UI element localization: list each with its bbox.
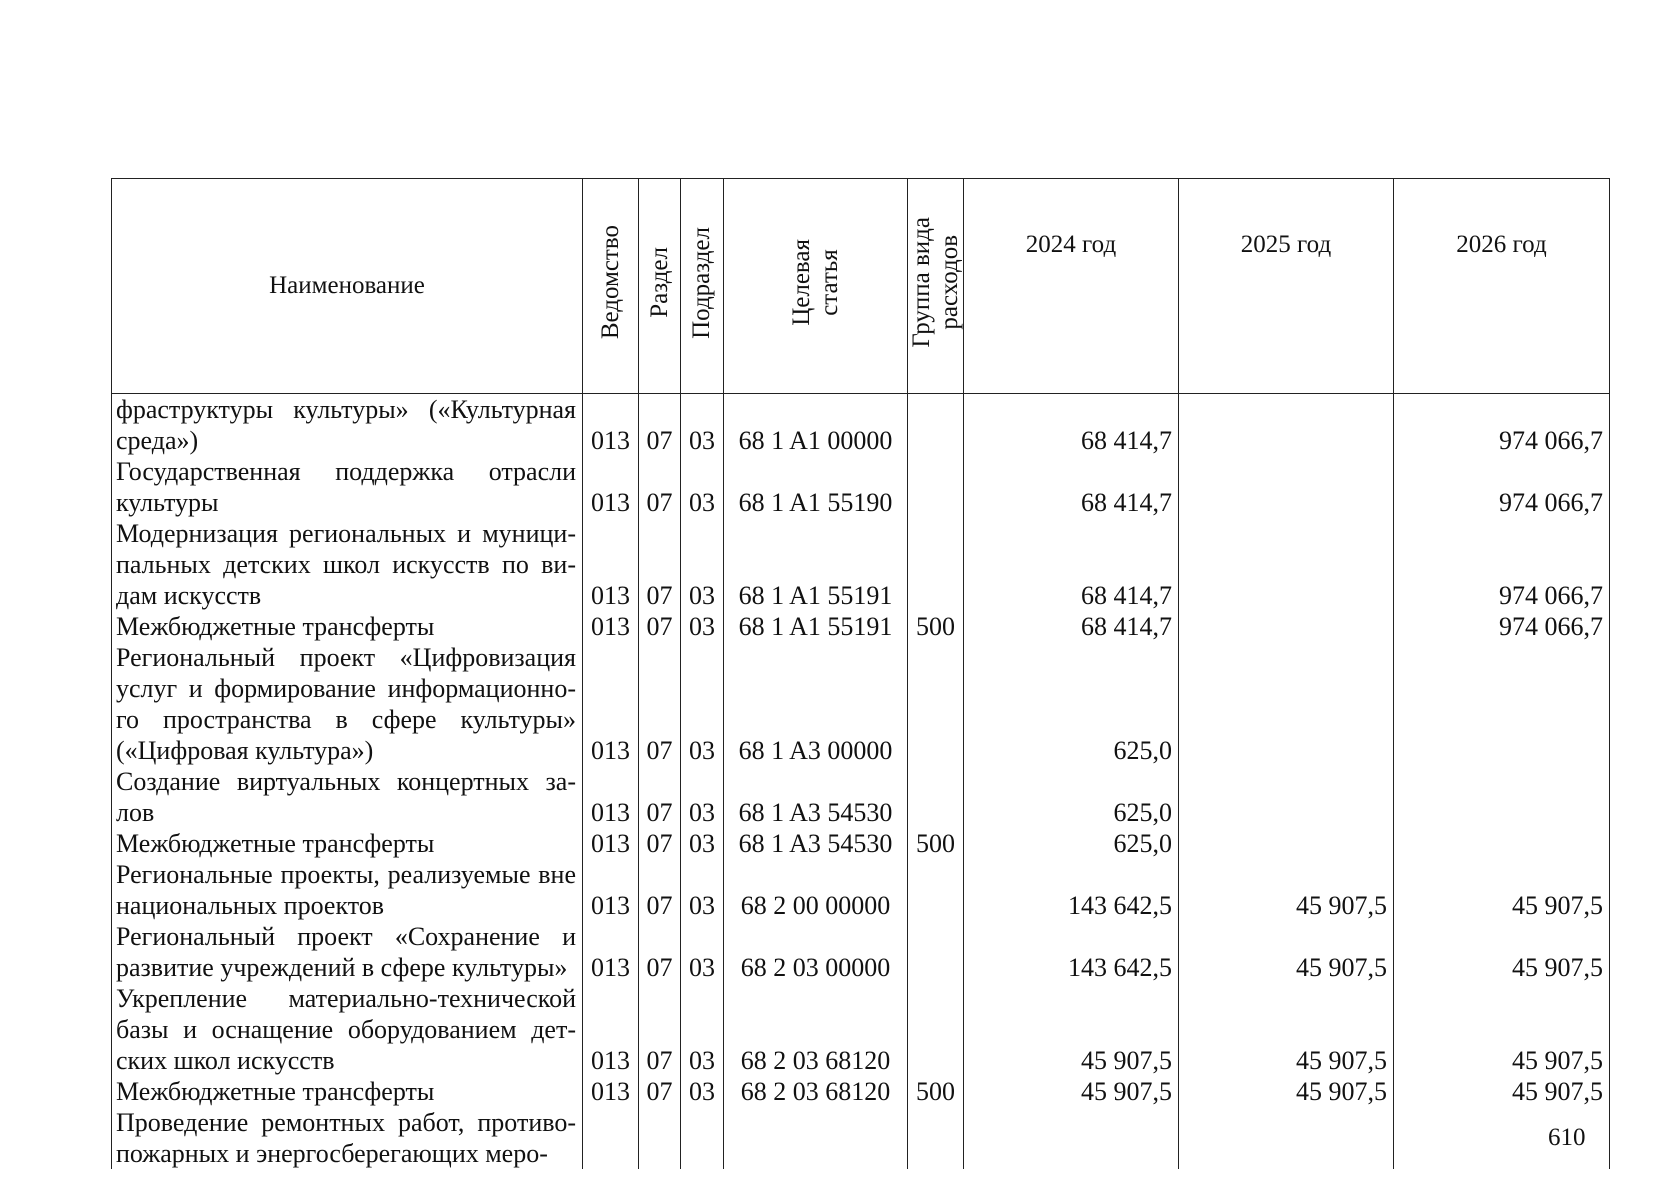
cell-podrazdel: 03 xyxy=(681,611,724,642)
cell-celevaya-statya: 68 1 A1 55190 xyxy=(724,456,908,518)
cell-razdel: 07 xyxy=(639,611,681,642)
table-row xyxy=(112,642,1610,766)
cell-razdel: 07 xyxy=(639,394,681,457)
cell-gruppa xyxy=(908,1107,964,1169)
cell-podrazdel: 03 xyxy=(681,1076,724,1107)
cell-podrazdel: 03 xyxy=(681,921,724,983)
cell-podrazdel: 03 xyxy=(681,828,724,859)
cell-vedomstvo: 013 xyxy=(583,859,639,921)
cell-2024: 68 414,7 xyxy=(964,611,1179,642)
cell-celevaya-statya: 68 1 A3 54530 xyxy=(724,766,908,828)
cell-2025 xyxy=(1179,828,1394,859)
cell-vedomstvo: 013 xyxy=(583,642,639,766)
row-name: Межбюджетные трансферты xyxy=(112,1076,583,1107)
header-podrazdel: Подраздел xyxy=(681,179,724,394)
budget-table xyxy=(111,178,1610,1169)
cell-2025 xyxy=(1179,611,1394,642)
cell-razdel: 07 xyxy=(639,828,681,859)
cell-gruppa xyxy=(908,456,964,518)
budget-table-page xyxy=(111,178,1609,1169)
cell-celevaya-statya: 68 2 03 68120 xyxy=(724,983,908,1076)
cell-podrazdel: 03 xyxy=(681,983,724,1076)
cell-2026: 974 066,7 xyxy=(1394,518,1610,611)
cell-podrazdel: 03 xyxy=(681,642,724,766)
cell-razdel xyxy=(639,1107,681,1169)
header-gruppa-vida-rashodov: Группа вида расходов xyxy=(908,179,964,394)
table-row xyxy=(112,611,1610,642)
cell-2025 xyxy=(1179,1107,1394,1169)
cell-razdel: 07 xyxy=(639,518,681,611)
cell-2024: 143 642,5 xyxy=(964,859,1179,921)
cell-2025 xyxy=(1179,518,1394,611)
header-2024: 2024 год xyxy=(964,179,1179,394)
cell-gruppa xyxy=(908,921,964,983)
cell-vedomstvo: 013 xyxy=(583,766,639,828)
header-2026: 2026 год xyxy=(1394,179,1610,394)
cell-vedomstvo xyxy=(583,1107,639,1169)
cell-razdel: 07 xyxy=(639,859,681,921)
cell-2025: 45 907,5 xyxy=(1179,1076,1394,1107)
cell-2024: 45 907,5 xyxy=(964,983,1179,1076)
table-row xyxy=(112,921,1610,983)
cell-razdel: 07 xyxy=(639,642,681,766)
row-name: Укрепление материально-технической базы и оснащение оборудованием дет-ских школ искусств xyxy=(112,983,583,1076)
cell-2024: 625,0 xyxy=(964,766,1179,828)
cell-2026: 974 066,7 xyxy=(1394,394,1610,457)
cell-2026: 974 066,7 xyxy=(1394,456,1610,518)
header-celevaya-statya: Целевая статья xyxy=(724,179,908,394)
cell-2026: 45 907,5 xyxy=(1394,1076,1610,1107)
table-row xyxy=(112,1107,1610,1169)
cell-gruppa xyxy=(908,518,964,611)
row-name: Региональные проекты, реализуемые вне национальных проектов xyxy=(112,859,583,921)
table-row xyxy=(112,456,1610,518)
cell-2024 xyxy=(964,1107,1179,1169)
row-name: Региональный проект «Цифровизация услуг и формирование информационно-го пространства в сфере культуры» («Цифровая культура») xyxy=(112,642,583,766)
cell-gruppa xyxy=(908,859,964,921)
cell-vedomstvo: 013 xyxy=(583,828,639,859)
cell-celevaya-statya: 68 2 03 68120 xyxy=(724,1076,908,1107)
cell-gruppa xyxy=(908,394,964,457)
cell-2024: 68 414,7 xyxy=(964,518,1179,611)
cell-2025 xyxy=(1179,456,1394,518)
table-body xyxy=(112,394,1610,1170)
table-row xyxy=(112,518,1610,611)
cell-2024: 625,0 xyxy=(964,828,1179,859)
cell-2026 xyxy=(1394,642,1610,766)
row-name: Межбюджетные трансферты xyxy=(112,828,583,859)
cell-2025: 45 907,5 xyxy=(1179,921,1394,983)
cell-podrazdel: 03 xyxy=(681,518,724,611)
cell-gruppa xyxy=(908,983,964,1076)
header-name: Наименование xyxy=(112,179,583,394)
cell-razdel: 07 xyxy=(639,1076,681,1107)
cell-celevaya-statya: 68 1 A1 55191 xyxy=(724,518,908,611)
table-row xyxy=(112,1076,1610,1107)
cell-2024: 68 414,7 xyxy=(964,394,1179,457)
page-number: 610 xyxy=(1548,1124,1586,1151)
cell-gruppa xyxy=(908,642,964,766)
row-name: Создание виртуальных концертных за-лов xyxy=(112,766,583,828)
cell-celevaya-statya: 68 1 A3 54530 xyxy=(724,828,908,859)
cell-podrazdel: 03 xyxy=(681,766,724,828)
table-row xyxy=(112,766,1610,828)
cell-2025 xyxy=(1179,394,1394,457)
cell-celevaya-statya: 68 1 A3 00000 xyxy=(724,642,908,766)
cell-podrazdel: 03 xyxy=(681,394,724,457)
cell-2024: 625,0 xyxy=(964,642,1179,766)
cell-2024: 45 907,5 xyxy=(964,1076,1179,1107)
table-row xyxy=(112,983,1610,1076)
header-vedomstvo: Ведомство xyxy=(583,179,639,394)
row-name: фраструктуры культуры» («Культурная среда») xyxy=(112,394,583,457)
cell-vedomstvo: 013 xyxy=(583,983,639,1076)
cell-vedomstvo: 013 xyxy=(583,518,639,611)
cell-2025 xyxy=(1179,766,1394,828)
cell-celevaya-statya: 68 2 00 00000 xyxy=(724,859,908,921)
table-row xyxy=(112,394,1610,457)
table-header-row xyxy=(112,179,1610,394)
header-razdel: Раздел xyxy=(639,179,681,394)
table-row xyxy=(112,859,1610,921)
cell-vedomstvo: 013 xyxy=(583,921,639,983)
cell-2026: 45 907,5 xyxy=(1394,859,1610,921)
row-name: Региональный проект «Сохранение и развитие учреждений в сфере культуры» xyxy=(112,921,583,983)
cell-2025: 45 907,5 xyxy=(1179,859,1394,921)
row-name: Модернизация региональных и муници-пальных детских школ искусств по ви-дам искусств xyxy=(112,518,583,611)
cell-gruppa: 500 xyxy=(908,828,964,859)
cell-2024: 68 414,7 xyxy=(964,456,1179,518)
row-name: Межбюджетные трансферты xyxy=(112,611,583,642)
cell-razdel: 07 xyxy=(639,983,681,1076)
cell-gruppa: 500 xyxy=(908,611,964,642)
cell-celevaya-statya: 68 1 A1 00000 xyxy=(724,394,908,457)
row-name: Государственная поддержка отрасли культуры xyxy=(112,456,583,518)
cell-2026: 974 066,7 xyxy=(1394,611,1610,642)
cell-2026: 45 907,5 xyxy=(1394,921,1610,983)
cell-razdel: 07 xyxy=(639,921,681,983)
cell-vedomstvo: 013 xyxy=(583,1076,639,1107)
cell-razdel: 07 xyxy=(639,456,681,518)
cell-vedomstvo: 013 xyxy=(583,394,639,457)
cell-razdel: 07 xyxy=(639,766,681,828)
header-2025: 2025 год xyxy=(1179,179,1394,394)
cell-2025: 45 907,5 xyxy=(1179,983,1394,1076)
cell-podrazdel: 03 xyxy=(681,456,724,518)
cell-vedomstvo: 013 xyxy=(583,456,639,518)
cell-2026 xyxy=(1394,766,1610,828)
table-row xyxy=(112,828,1610,859)
row-name: Проведение ремонтных работ, противо-пожарных и энергосберегающих меро- xyxy=(112,1107,583,1169)
cell-2026 xyxy=(1394,828,1610,859)
cell-podrazdel: 03 xyxy=(681,859,724,921)
cell-2024: 143 642,5 xyxy=(964,921,1179,983)
cell-2025 xyxy=(1179,642,1394,766)
cell-gruppa: 500 xyxy=(908,1076,964,1107)
cell-podrazdel xyxy=(681,1107,724,1169)
cell-gruppa xyxy=(908,766,964,828)
cell-vedomstvo: 013 xyxy=(583,611,639,642)
cell-celevaya-statya: 68 2 03 00000 xyxy=(724,921,908,983)
cell-celevaya-statya xyxy=(724,1107,908,1169)
cell-2026: 45 907,5 xyxy=(1394,983,1610,1076)
cell-celevaya-statya: 68 1 A1 55191 xyxy=(724,611,908,642)
